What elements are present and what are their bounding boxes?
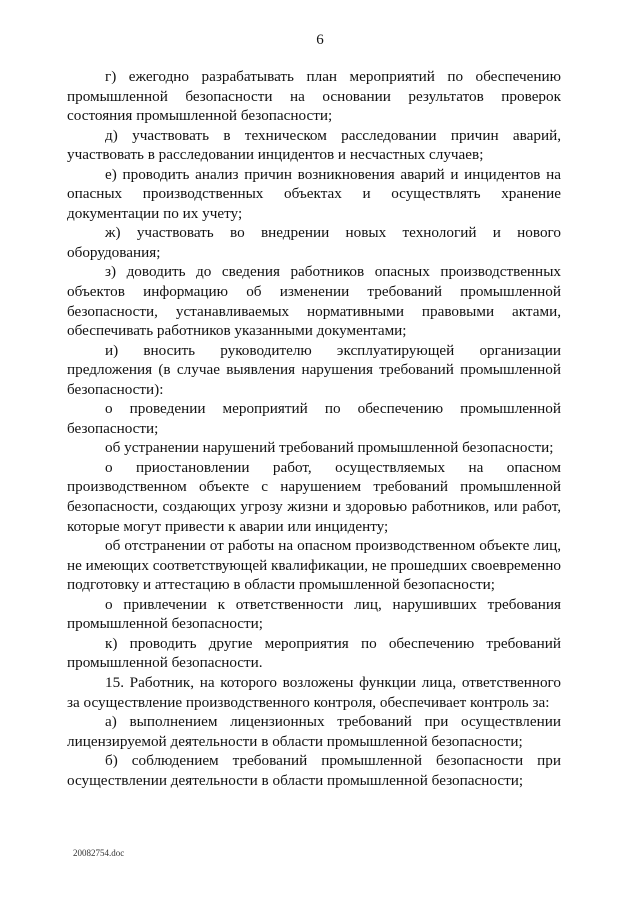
paragraph-z: з) доводить до сведения работников опасных производственных объектов информацию об изменении требований промышленной безопасности, устанавливаемых нормативными правовыми актами, обеспечивать работников указанными документами; bbox=[67, 263, 561, 340]
paragraph-zh: ж) участвовать во внедрении новых технологий и нового оборудования; bbox=[67, 224, 561, 261]
page-number: 6 bbox=[316, 32, 324, 48]
footer-file-code: 20082754.doc bbox=[73, 848, 125, 858]
paragraph-i-item-5: о привлечении к ответственности лиц, нарушивших требования промышленной безопасности; bbox=[67, 595, 561, 633]
paragraph-d: д) участвовать в техническом расследовании причин аварий, участвовать в расследовании инцидентов и несчастных случаев; bbox=[67, 126, 561, 164]
paragraph-i-item-1: о проведении мероприятий по обеспечению промышленной безопасности; bbox=[67, 400, 561, 437]
paragraph-15-b: б) соблюдением требований промышленной безопасности при осуществлении деятельности в области промышленной безопасности; bbox=[67, 752, 561, 789]
paragraph-15: 15. Работник, на которого возложены функции лица, ответственного за осуществление производственного контроля, обеспечивает контроль за: bbox=[67, 673, 561, 711]
paragraph-i: и) вносить руководителю эксплуатирующей организации предложения (в случае выявления нарушения требований промышленной безопасности): bbox=[67, 341, 561, 398]
document-body bbox=[67, 67, 561, 790]
paragraph-15-a: а) выполнением лицензионных требований при осуществлении лицензируемой деятельности в области промышленной безопасности; bbox=[67, 713, 561, 750]
paragraph-i-item-4: об отстранении от работы на опасном производственном объекте лиц, не имеющих соответствующей квалификации, не прошедших своевременно подготовку и аттестацию в области промышленной безопасности; bbox=[67, 537, 562, 594]
paragraph-i-item-3: о приостановлении работ, осуществляемых на опасном производственном объекте с нарушением требований промышленной безопасности, создающих угрозу жизни и здоровью работников, или работ, которые могут привести к аварии или инциденту; bbox=[67, 458, 561, 535]
paragraph-k: к) проводить другие мероприятия по обеспечению требований промышленной безопасности. bbox=[67, 634, 561, 672]
paragraph-e: е) проводить анализ причин возникновения аварий и инцидентов на опасных производственных объектах и осуществлять хранение документации по их учету; bbox=[67, 165, 561, 222]
paragraph-g: г) ежегодно разрабатывать план мероприятий по обеспечению промышленной безопасности на основании результатов проверок состояния промышленной безопасности; bbox=[67, 68, 561, 125]
paragraph-i-item-2: об устранении нарушений требований промышленной безопасности; bbox=[105, 439, 554, 457]
